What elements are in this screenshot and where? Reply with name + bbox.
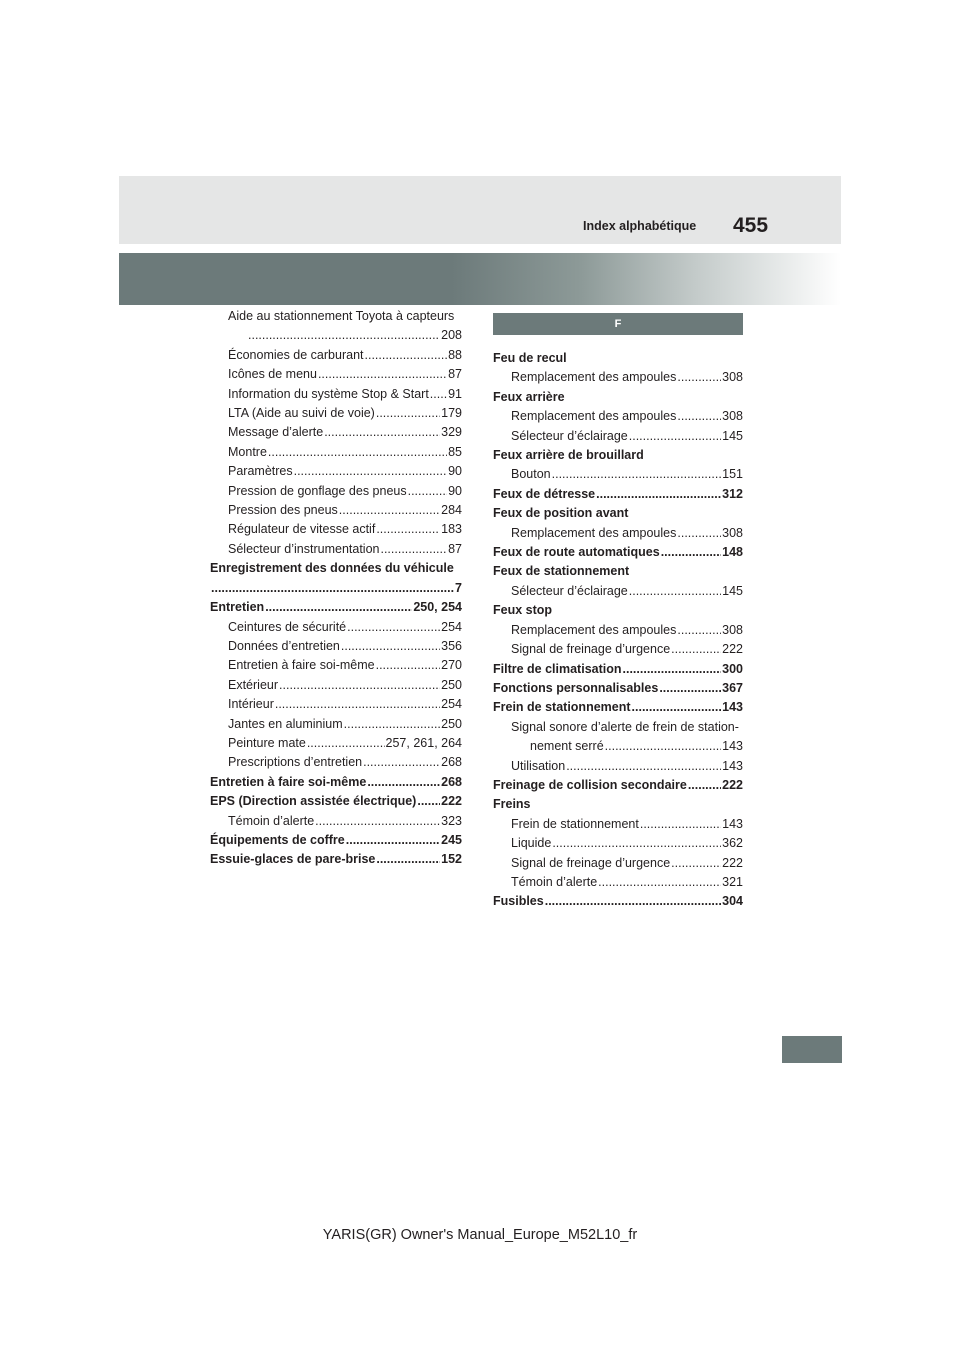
index-entry [493,601,743,620]
index-entry [493,660,743,679]
index-entry-page: 143 [722,700,743,715]
index-entry-text: Feux arrière [493,389,565,404]
leader-dots [677,524,721,543]
index-entries-right [493,349,743,912]
leader-dots [324,423,440,442]
index-entry-text: Équipements de coffre [210,832,345,847]
index-entry [493,485,743,504]
leader-dots [367,773,440,792]
leader-dots [629,427,721,446]
index-entry-page: 90 [448,464,462,479]
index-entry-text: Feux arrière de brouillard [493,448,644,463]
index-entry-text: Signal de freinage d’urgence [511,642,671,657]
index-entry [493,427,743,446]
leader-dots [275,695,440,714]
index-entry-text: Entretien à faire soi-même [210,774,367,789]
index-entry-text: Utilisation [511,758,566,773]
index-entry [493,640,743,659]
index-entry [493,407,743,426]
leader-dots [430,385,447,404]
leader-dots [376,656,441,675]
index-entry-text: Icônes de menu [228,367,317,382]
leader-dots [629,582,721,601]
leader-dots [365,346,448,365]
index-entry-page: 250 [441,677,462,692]
index-entry-page: 179 [441,406,462,421]
index-entry-page: 143 [722,816,743,831]
index-entry-text: Entretien à faire soi-même [228,658,375,673]
leader-dots [671,640,721,659]
index-entry [210,579,462,598]
index-column-right [493,313,743,912]
index-entry-page: 208 [441,328,462,343]
index-column-left [210,307,462,870]
leader-dots [211,579,454,598]
leader-dots [248,326,440,345]
index-entry-text: Remplacement des ampoules [511,622,677,637]
index-entry-page: 268 [441,755,462,770]
index-entry-page: 152 [441,852,462,867]
index-entry-page: 222 [722,777,743,792]
index-entry-text: Témoin d’alerte [228,813,315,828]
index-entry [493,854,743,873]
index-entry-page: 362 [722,836,743,851]
index-entry-page: 183 [441,522,462,537]
index-entry-page: 329 [441,425,462,440]
leader-dots [677,368,721,387]
index-entry-text: Freins [493,797,531,812]
index-entry [210,520,462,539]
index-entry [210,326,462,345]
index-entry-text: Pression des pneus [228,503,338,518]
index-entry-page: 7 [455,580,462,595]
index-entry [210,792,462,811]
leader-dots [380,540,447,559]
index-entry [493,815,743,834]
index-entry [493,543,743,562]
index-entry-page: 308 [722,409,743,424]
index-entry [210,540,462,559]
index-entry [493,504,743,523]
index-entry [210,637,462,656]
leader-dots [279,676,440,695]
index-entry-page: 323 [441,813,462,828]
index-entry-page: 90 [448,483,462,498]
index-entry-text: Données d’entretien [228,638,340,653]
index-entry [210,734,462,753]
index-entry [493,737,743,756]
leader-dots [376,520,440,539]
index-entry-text: Fusibles [493,894,544,909]
index-entry-page: 88 [448,347,462,362]
index-entry [210,695,462,714]
index-entry-text: Prescriptions d’entretien [228,755,363,770]
index-entry-page: 250, 254 [413,600,462,615]
leader-dots [552,465,722,484]
leader-dots [408,482,447,501]
leader-dots [344,715,440,734]
index-entry-text: Signal de freinage d’urgence [511,855,671,870]
index-entry-text: Message d’alerte [228,425,324,440]
index-entry-page: 222 [722,855,743,870]
index-entry-text: Remplacement des ampoules [511,370,677,385]
chapter-tab [782,1036,842,1063]
index-entry-text: Ceintures de sécurité [228,619,347,634]
index-entry [493,621,743,640]
index-entry-page: 145 [722,583,743,598]
index-entry-text: Sélecteur d’éclairage [511,428,628,443]
section-title: Index alphabétique [583,219,697,233]
index-entry-text: Signal sonore d’alerte de frein de station- [511,719,739,734]
index-entry-text: Remplacement des ampoules [511,525,677,540]
page-number: 455 [733,214,769,237]
index-entry [493,834,743,853]
index-entry [493,757,743,776]
index-entry-page: 87 [448,541,462,556]
index-entry [210,618,462,637]
leader-dots [640,815,721,834]
index-entry-text: Essuie-glaces de pare-brise [210,852,376,867]
leader-dots [677,621,721,640]
index-entry [210,423,462,442]
index-entry-text: Jantes en aluminium [228,716,343,731]
index-entry-page: 312 [722,486,743,501]
index-entry-page: 254 [441,619,462,634]
index-entry [493,776,743,795]
leader-dots [294,462,447,481]
index-entry-page: 245 [441,832,462,847]
index-entry [493,446,743,465]
leader-dots [341,637,440,656]
index-entry-page: 308 [722,622,743,637]
index-entry [493,368,743,387]
leader-dots [632,698,722,717]
index-entry-text: Paramètres [228,464,293,479]
index-entry-text: Pression de gonflage des pneus [228,483,407,498]
index-entry-page: 268 [441,774,462,789]
index-entry-page: 91 [448,386,462,401]
index-entry-text: Feux de position avant [493,506,629,521]
index-entry-page: 356 [441,638,462,653]
index-entry-page: 284 [441,503,462,518]
index-entry-page: 250 [441,716,462,731]
index-entry-text: Sélecteur d’instrumentation [228,541,380,556]
index-letter-heading: F [493,313,743,335]
index-entry-text: Enregistrement des données du véhicule [210,561,454,576]
index-entry [493,795,743,814]
index-entry [493,388,743,407]
leader-dots [688,776,721,795]
index-entry-text: Peinture mate [228,735,306,750]
leader-dots [661,543,721,562]
index-entry-text: Liquide [511,836,552,851]
index-entry [210,753,462,772]
index-entry-text: Feux de route automatiques [493,545,660,560]
index-entry-text: Filtre de climatisation [493,661,622,676]
index-entry-page: 222 [441,794,462,809]
index-entry [210,850,462,869]
index-entry [210,365,462,384]
leader-dots [363,753,440,772]
decorative-gradient-band [119,253,841,305]
index-entry-text: Feux stop [493,603,553,618]
leader-dots [268,443,447,462]
index-entry-page: 85 [448,444,462,459]
index-entry [210,656,462,675]
index-entry-page: 300 [722,661,743,676]
index-entry [210,482,462,501]
index-entry [493,582,743,601]
leader-dots [677,407,721,426]
leader-dots [417,792,440,811]
leader-dots [598,873,721,892]
leader-dots [315,812,440,831]
index-entry-text: Témoin d’alerte [511,874,598,889]
index-entry [210,346,462,365]
index-entry-page: 304 [722,894,743,909]
index-entry [210,812,462,831]
index-entry-text: Fonctions personnalisables [493,680,659,695]
index-entry-text: LTA (Aide au suivi de voie) [228,406,375,421]
index-entry [210,443,462,462]
index-entry [210,676,462,695]
leader-dots [339,501,440,520]
index-entry-text: Aide au stationnement Toyota à capteurs [228,309,455,323]
leader-dots [596,485,721,504]
index-entry [493,524,743,543]
index-entry [210,559,462,578]
index-entry [493,465,743,484]
index-entry-page: 148 [722,545,743,560]
index-entry-text: Feu de recul [493,351,567,365]
index-entry [210,501,462,520]
leader-dots [318,365,447,384]
leader-dots [265,598,412,617]
leader-dots [552,834,721,853]
index-entry-page: 257, 261, 264 [385,735,462,750]
leader-dots [659,679,721,698]
index-entry-text: Freinage de collision secondaire [493,777,687,792]
leader-dots [566,757,721,776]
leader-dots [376,850,440,869]
index-entry-text: Frein de stationnement [511,816,639,831]
index-entry-text: Sélecteur d’éclairage [511,583,628,598]
leader-dots [623,660,722,679]
index-entry-page: 308 [722,525,743,540]
leader-dots [545,892,721,911]
index-entry [493,892,743,911]
index-entry-page: 270 [441,658,462,673]
index-entry-text: Économies de carburant [228,347,364,362]
index-entry-text: Information du système Stop & Start [228,386,429,401]
index-entry [493,679,743,698]
leader-dots [307,734,385,753]
index-entry-page: 143 [722,758,743,773]
index-entry-text: nement serré [530,739,604,754]
index-entry [493,349,743,368]
index-entry [210,404,462,423]
index-entry [210,385,462,404]
index-entry-text: EPS (Direction assistée électrique) [210,794,417,809]
leader-dots [346,831,440,850]
index-entry [493,562,743,581]
index-entry-page: 222 [722,642,743,657]
index-entry-text: Bouton [511,467,551,482]
index-entry-page: 151 [722,467,743,482]
leader-dots [347,618,440,637]
index-entry [210,307,462,326]
index-entry-page: 143 [722,739,743,754]
index-entry-text: Entretien [210,600,265,615]
index-entry-text: Extérieur [228,677,279,692]
index-entry [210,831,462,850]
leader-dots [671,854,721,873]
index-entry-text: Montre [228,444,267,459]
index-entry-text: Régulateur de vitesse actif [228,522,376,537]
index-entry-page: 254 [441,697,462,712]
index-entry [493,718,743,737]
index-entry-page: 367 [722,680,743,695]
index-entry-text: Remplacement des ampoules [511,409,677,424]
index-entry-text: Frein de stationnement [493,700,631,715]
index-entry-text: Intérieur [228,697,274,712]
index-entry-page: 87 [448,367,462,382]
index-entry [493,698,743,717]
index-entry [210,598,462,617]
index-entry-page: 308 [722,370,743,385]
index-entry-page: 145 [722,428,743,443]
index-entry [210,715,462,734]
index-entry-text: Feux de stationnement [493,564,630,579]
index-entry [210,462,462,481]
leader-dots [605,737,721,756]
index-entry [493,873,743,892]
index-entry-text: Feux de détresse [493,486,596,501]
index-entry [210,773,462,792]
footer-manual-id: YARIS(GR) Owner's Manual_Europe_M52L10_fr [322,1227,638,1243]
index-entry-page: 321 [722,874,743,889]
leader-dots [376,404,440,423]
